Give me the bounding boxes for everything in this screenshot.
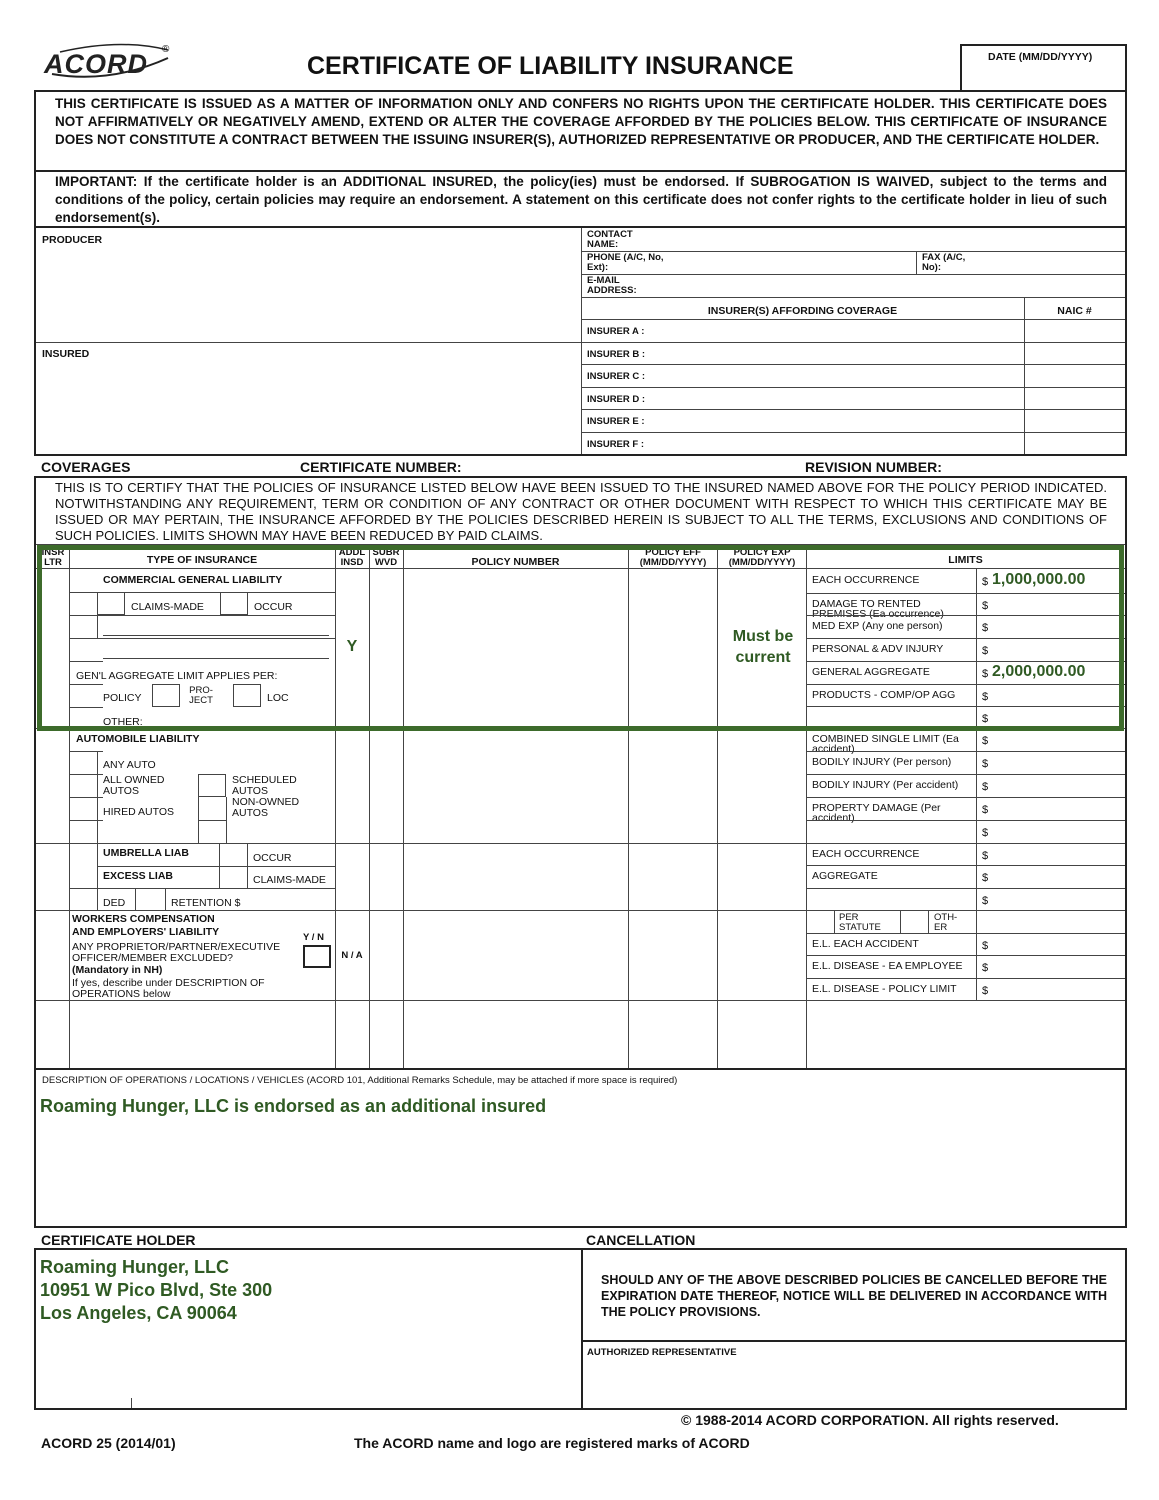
limit-label: PERSONAL & ADV INJURY (812, 643, 944, 656)
limit-value[interactable]: 2,000,000.00 (992, 662, 1086, 680)
limit-label: EACH OCCURRENCE (812, 848, 920, 860)
limit-currency: $ (982, 894, 989, 907)
workers-excluded-checkbox[interactable] (303, 945, 331, 968)
auto-all-owned-label: ALL OWNED AUTOS (103, 774, 165, 797)
cancellation-text: SHOULD ANY OF THE ABOVE DESCRIBED POLICIES BE CANCELLED BEFORE THE EXPIRATION DATE THEREOF, NOTICE WILL BE DELIVERED IN ACCORDANCE WITH THE POLICY PROVISIONS. (601, 1273, 1107, 1319)
limit-label: E.L. DISEASE - EA EMPLOYEE (812, 960, 963, 973)
employers-liability-title: AND EMPLOYERS' LIABILITY (72, 926, 220, 938)
insurer-row-label: INSURER F : (587, 439, 644, 450)
limit-row (806, 843, 1125, 865)
limit-currency: $ (982, 940, 989, 952)
limit-row (806, 728, 1125, 755)
auto-title: AUTOMOBILE LIABILITY (76, 733, 200, 745)
excess-liab-label: EXCESS LIAB (103, 870, 174, 882)
acord-logo-text: ACORD (44, 49, 148, 79)
gl-expiry-note: Must be current (732, 628, 794, 666)
limit-row (806, 751, 1125, 774)
gl-occur-label: OCCUR (254, 601, 293, 613)
gl-claims-made-label: CLAIMS-MADE (131, 601, 204, 613)
contact-name-label: CONTACT NAME: (587, 229, 633, 250)
limit-currency: $ (982, 735, 989, 747)
date-field[interactable] (960, 44, 1127, 92)
limit-row (806, 774, 1125, 797)
auto-any-auto-checkbox[interactable] (69, 751, 97, 774)
limit-label: EACH OCCURRENCE (812, 574, 920, 586)
gl-loc-label: LOC (267, 692, 289, 704)
limit-currency: $ (982, 645, 989, 658)
workers-per-statute: PER STATUTE (839, 912, 881, 933)
header-insr-ltr: INSR LTR (41, 547, 65, 568)
holder-name: Roaming Hunger, LLC (40, 1257, 229, 1277)
parties-section (34, 226, 1127, 456)
limit-row (806, 888, 1125, 910)
header-type: TYPE OF INSURANCE (146, 554, 258, 566)
limit-currency: $ (982, 984, 989, 997)
workers-title: WORKERS COMPENSATION (72, 913, 215, 925)
insurer-row-label: INSURER C : (587, 371, 646, 383)
limit-row (806, 933, 1125, 955)
insurer-row-label: INSURER E : (587, 416, 645, 428)
limit-currency: $ (982, 827, 989, 839)
limit-label: PRODUCTS - COMP/OP AGG (812, 688, 956, 701)
header-limits: LIMITS (948, 554, 983, 566)
notice-box (34, 90, 1127, 228)
gl-aggregate-applies: GEN'L AGGREGATE LIMIT APPLIES PER: (76, 670, 278, 682)
coverages-table (34, 476, 1127, 1070)
gl-policy-label: POLICY (103, 692, 142, 704)
umbrella-liab-label: UMBRELLA LIAB (103, 847, 189, 859)
workers-yn-label: Y / N (303, 932, 324, 943)
insurer-row-label: INSURER B : (587, 348, 646, 360)
auto-scheduled-label: SCHEDULED AUTOS (232, 774, 297, 797)
limit-currency: $ (982, 758, 989, 770)
gl-other-label: OTHER: (103, 716, 143, 728)
limit-currency: $ (982, 667, 989, 680)
description-text: Roaming Hunger, LLC is endorsed as an additional insured (40, 1096, 547, 1116)
gl-title: COMMERCIAL GENERAL LIABILITY (103, 574, 283, 586)
limit-label: AGGREGATE (812, 870, 878, 883)
copyright-text: © 1988-2014 ACORD CORPORATION. All rights reserved. (681, 1412, 1059, 1428)
insured-label: INSURED (42, 348, 90, 360)
certificate-number-label: CERTIFICATE NUMBER: (300, 459, 462, 475)
limit-label: MED EXP (Any one person) (812, 620, 943, 633)
limit-currency: $ (982, 850, 989, 862)
gl-highlight-frame (37, 545, 1124, 731)
auto-any-auto-label: ANY AUTO (103, 759, 156, 771)
workers-if-yes: If yes, describe under DESCRIPTION OF OPERATIONS below (72, 977, 265, 1000)
gl-addl-insd-value: Y (346, 638, 358, 655)
limit-row (806, 955, 1125, 977)
limit-value[interactable]: 1,000,000.00 (992, 571, 1086, 588)
certificate-holder-label: CERTIFICATE HOLDER (41, 1232, 196, 1248)
umbrella-retention-label: RETENTION $ (171, 897, 241, 909)
limit-label: GENERAL AGGREGATE (812, 665, 930, 678)
cancellation-label: CANCELLATION (586, 1232, 696, 1248)
limit-currency: $ (982, 690, 989, 703)
holder-cancel-box (34, 1248, 1127, 1410)
revision-number-label: REVISION NUMBER: (805, 459, 942, 475)
email-label: E-MAIL ADDRESS: (587, 275, 637, 296)
header-subr: SUBR WVD (372, 547, 400, 568)
holder-address-line2: Los Angeles, CA 90064 (40, 1303, 237, 1323)
workers-mandatory-nh: (Mandatory in NH) (72, 964, 163, 976)
limit-label: COMBINED SINGLE LIMIT (Ea accident) (812, 733, 959, 755)
limit-row (806, 865, 1125, 887)
limit-row (806, 820, 1125, 843)
authorized-representative-label: AUTHORIZED REPRESENTATIVE (587, 1347, 737, 1358)
description-box (34, 1068, 1127, 1228)
insurers-header: INSURER(S) AFFORDING COVERAGE (707, 305, 898, 317)
header-eff: POLICY EFF (MM/DD/YYYY) (639, 547, 707, 568)
umbrella-ded-label: DED (103, 897, 126, 909)
workers-other: OTH-ER (934, 912, 958, 933)
limit-currency: $ (982, 713, 989, 726)
limit-label: E.L. EACH ACCIDENT (812, 938, 919, 950)
form-id: ACORD 25 (2014/01) (41, 1435, 176, 1451)
insurer-row-label: INSURER D : (587, 393, 646, 405)
limit-currency: $ (982, 962, 989, 975)
umbrella-occur-label: OCCUR (253, 852, 292, 864)
limit-label: DAMAGE TO RENTED PREMISES (Ea occurrence) (812, 597, 944, 620)
umbrella-claims-made-label: CLAIMS-MADE (253, 874, 326, 886)
auto-hired-label: HIRED AUTOS (103, 806, 174, 818)
coverage-statement: THIS IS TO CERTIFY THAT THE POLICIES OF INSURANCE LISTED BELOW HAVE BEEN ISSUED TO THE INSURED NAMED ABOVE FOR THE POLICY PERIOD INDICATED. NOTWITHSTANDING ANY REQUIREMENT, TERM OR CONDITION OF ANY CONTRACT OR OTHER DOCUMENT WITH RESPECT TO WHICH THIS CERTIFICATE MAY BE ISSUED OR MAY PERTAIN, THE INSURANCE AFFORDED BY THE POLICIES DESCRIBED HEREIN IS SUBJECT TO ALL THE TERMS, EXCLUSIONS AND CONDITIONS OF SUCH POLICIES. LIMITS SHOWN MAY HAVE BEEN REDUCED BY PAID CLAIMS. (55, 480, 1107, 543)
limit-label: PROPERTY DAMAGE (Per accident) (812, 802, 941, 824)
workers-na: N / A (341, 950, 363, 961)
description-label: DESCRIPTION OF OPERATIONS / LOCATIONS / VEHICLES (ACORD 101, Additional Remarks Schedule, may be attached if more space is required) (42, 1075, 678, 1086)
limit-currency: $ (982, 599, 989, 612)
notice-disclaimer: THIS CERTIFICATE IS ISSUED AS A MATTER OF INFORMATION ONLY AND CONFERS NO RIGHTS UPON THE CERTIFICATE HOLDER. THIS CERTIFICATE DOES NOT AFFIRMATIVELY OR NEGATIVELY AMEND, EXTEND OR ALTER THE COVERAGE AFFORDED BY THE POLICIES BELOW. THIS CERTIFICATE OF INSURANCE DOES NOT CONSTITUTE A CONTRACT BETWEEN THE ISSUING INSURER(S), AUTHORIZED REPRESENTATIVE OR PRODUCER, AND THE CERTIFICATE HOLDER. (55, 96, 1107, 147)
limit-row (806, 978, 1125, 1000)
acord-registered-mark: ® (162, 44, 170, 55)
limit-currency: $ (982, 872, 989, 885)
auto-scheduled-checkbox[interactable] (198, 774, 226, 797)
limit-currency: $ (982, 804, 989, 816)
limit-currency: $ (982, 622, 989, 635)
auto-non-owned-label: NON-OWNED AUTOS (232, 796, 300, 819)
holder-address-line1: 10951 W Pico Blvd, Ste 300 (40, 1280, 273, 1300)
limit-label: BODILY INJURY (Per person) (812, 756, 952, 768)
phone-label: PHONE (A/C, No, Ext): (587, 252, 664, 273)
header-policy-number: POLICY NUMBER (471, 556, 560, 568)
acord-logo (40, 40, 180, 85)
limit-label: E.L. DISEASE - POLICY LIMIT (812, 982, 957, 995)
gl-project-label: PRO-JECT (189, 685, 213, 706)
registered-marks-text: The ACORD name and logo are registered marks of ACORD (354, 1435, 750, 1451)
limit-row (806, 797, 1125, 824)
insurer-row-label: INSURER A : (587, 326, 645, 337)
naic-header: NAIC # (1057, 305, 1092, 317)
fax-label: FAX (A/C, No): (922, 252, 966, 273)
notice-important: IMPORTANT: If the certificate holder is an ADDITIONAL INSURED, the policy(ies) must be endorsed. If SUBROGATION IS WAIVED, subject to the terms and conditions of the policy, certain policies may require an endorsement. A statement on this certificate does not confer rights to the certificate holder in lieu of such endorsement(s). (55, 174, 1107, 225)
limit-currency: $ (982, 576, 989, 588)
limit-currency: $ (982, 781, 989, 793)
workers-proprietor-question: ANY PROPRIETOR/PARTNER/EXECUTIVE OFFICER/MEMBER EXCLUDED? (72, 941, 281, 964)
header-addl: ADDL INSD (338, 547, 366, 568)
limit-label: BODILY INJURY (Per accident) (812, 779, 959, 791)
producer-label: PRODUCER (42, 234, 103, 246)
header-exp: POLICY EXP (MM/DD/YYYY) (728, 547, 796, 568)
coverages-label: COVERAGES (41, 459, 131, 475)
document-title: CERTIFICATE OF LIABILITY INSURANCE (307, 52, 794, 80)
date-label: DATE (MM/DD/YYYY) (988, 51, 1093, 63)
